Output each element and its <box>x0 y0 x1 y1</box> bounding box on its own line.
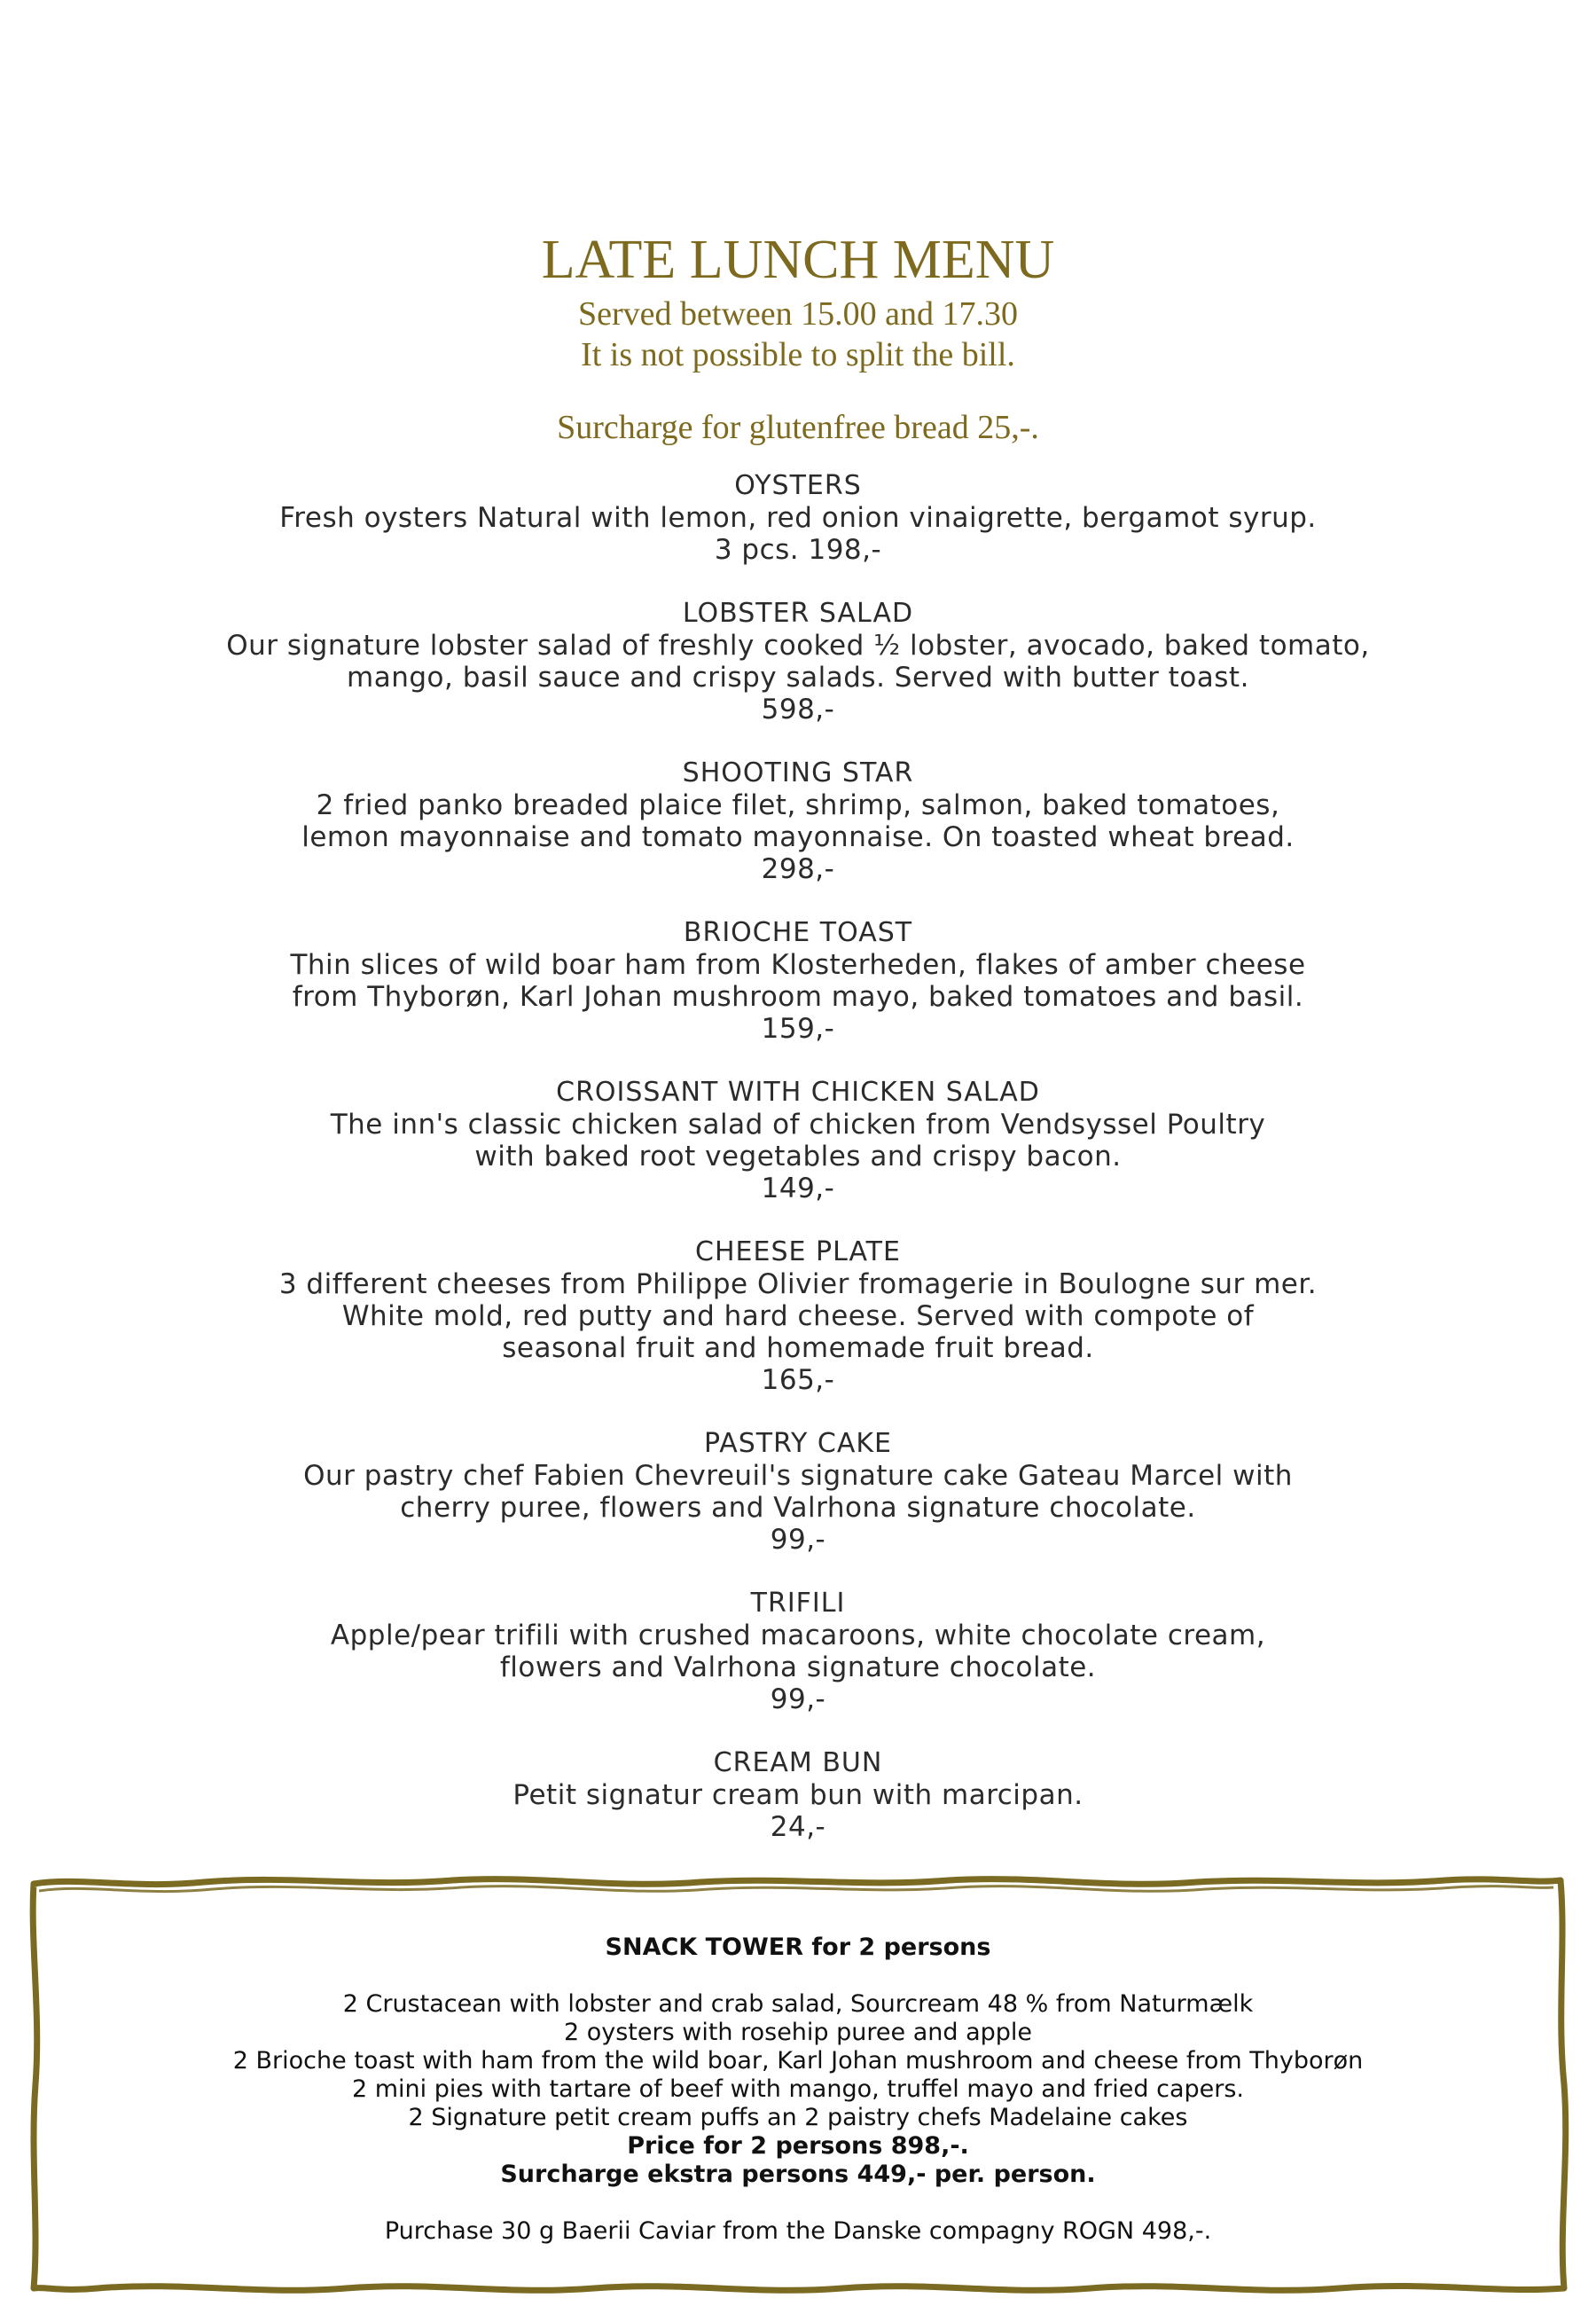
dish-name: CREAM BUN <box>713 1747 883 1778</box>
snack-tower-item: 2 Brioche toast with ham from the wild boar, Karl Johan mushroom and cheese from Thyborøn <box>232 2047 1364 2075</box>
snack-tower-item: 2 Crustacean with lobster and crab salad, Sourcream 48 % from Naturmælk <box>342 1990 1254 2018</box>
dish-description: The inn's classic chicken salad of chicken from Vendsyssel Poultry with baked root vegetables and crispy bacon. <box>330 1109 1266 1173</box>
dish-cheese-plate <box>0 1236 1596 1396</box>
dish-description: 2 fried panko breaded plaice filet, shrimp, salmon, baked tomatoes, lemon mayonnaise and tomato mayonnaise. On toasted wheat bread. <box>301 789 1295 853</box>
dish-price: 3 pcs. 198,- <box>714 534 882 566</box>
split-bill-note: It is not possible to split the bill. <box>581 336 1015 373</box>
dish-description: Petit signatur cream bun with marcipan. <box>512 1779 1084 1811</box>
snack-tower-item: 2 Signature petit cream puffs an 2 paistry chefs Madelaine cakes <box>408 2104 1188 2131</box>
dish-description: Apple/pear trifili with crushed macaroons, white chocolate cream, flowers and Valrhona signature chocolate. <box>330 1620 1266 1683</box>
dish-description: Our signature lobster salad of freshly cooked ½ lobster, avocado, baked tomato, mango, basil sauce and crispy salads. Served with butter toast. <box>226 630 1370 694</box>
dish-name: OYSTERS <box>734 470 862 501</box>
dish-lobster-salad <box>0 598 1596 726</box>
dish-pastry-cake <box>0 1428 1596 1556</box>
dish-price: 165,- <box>761 1364 835 1396</box>
dish-price: 598,- <box>761 694 835 726</box>
dish-price: 24,- <box>770 1811 826 1843</box>
dish-description: Thin slices of wild boar ham from Klosterheden, flakes of amber cheese from Thyborøn, Karl Johan mushroom mayo, baked tomatoes and basil. <box>290 949 1306 1013</box>
served-hours: Served between 15.00 and 17.30 <box>578 295 1018 333</box>
snack-tower-item: 2 oysters with rosehip puree and apple <box>563 2019 1033 2046</box>
dish-name: PASTRY CAKE <box>704 1428 892 1459</box>
dish-price: 149,- <box>761 1173 835 1204</box>
dish-price: 99,- <box>770 1524 826 1556</box>
glutenfree-surcharge: Surcharge for glutenfree bread 25,-. <box>557 409 1039 446</box>
dish-name: CROISSANT WITH CHICKEN SALAD <box>556 1077 1040 1108</box>
dish-croissant-chicken-salad <box>0 1077 1596 1204</box>
dish-description: Fresh oysters Natural with lemon, red onion vinaigrette, bergamot syrup. <box>279 502 1317 534</box>
dish-name: SHOOTING STAR <box>682 757 914 788</box>
dish-brioche-toast <box>0 917 1596 1045</box>
dish-name: BRIOCHE TOAST <box>683 917 913 948</box>
dish-trifili <box>0 1588 1596 1715</box>
snack-tower-extra-surcharge: Surcharge ekstra persons 449,- per. person. <box>500 2161 1096 2188</box>
dish-price: 298,- <box>761 853 835 885</box>
snack-tower <box>35 1933 1561 2246</box>
snack-tower-price: Price for 2 persons 898,-. <box>627 2132 969 2160</box>
dish-description: 3 different cheeses from Philippe Olivier fromagerie in Boulogne sur mer. White mold, red putty and hard cheese. Served with compote of seasonal fruit and homemade fruit bread. <box>278 1268 1318 1364</box>
snack-tower-title: SNACK TOWER for 2 persons <box>605 1933 991 1961</box>
caviar-offer: Purchase 30 g Baerii Caviar from the Danske compagny ROGN 498,-. <box>384 2217 1212 2245</box>
snack-tower-item: 2 mini pies with tartare of beef with mango, truffel mayo and fried capers. <box>351 2075 1245 2103</box>
menu-header <box>0 226 1596 448</box>
dish-description: Our pastry chef Fabien Chevreuil's signature cake Gateau Marcel with cherry puree, flowers and Valrhona signature chocolate. <box>303 1460 1293 1524</box>
dish-cream-bun <box>0 1747 1596 1843</box>
menu-title: LATE LUNCH MENU <box>541 230 1055 290</box>
dish-name: TRIFILI <box>750 1588 846 1619</box>
dish-shooting-star <box>0 757 1596 885</box>
dish-name: CHEESE PLATE <box>695 1236 901 1267</box>
dish-price: 159,- <box>761 1013 835 1045</box>
dish-name: LOBSTER SALAD <box>682 598 914 629</box>
dish-price: 99,- <box>770 1683 826 1715</box>
dish-oysters <box>0 470 1596 566</box>
dish-list <box>0 470 1596 1875</box>
